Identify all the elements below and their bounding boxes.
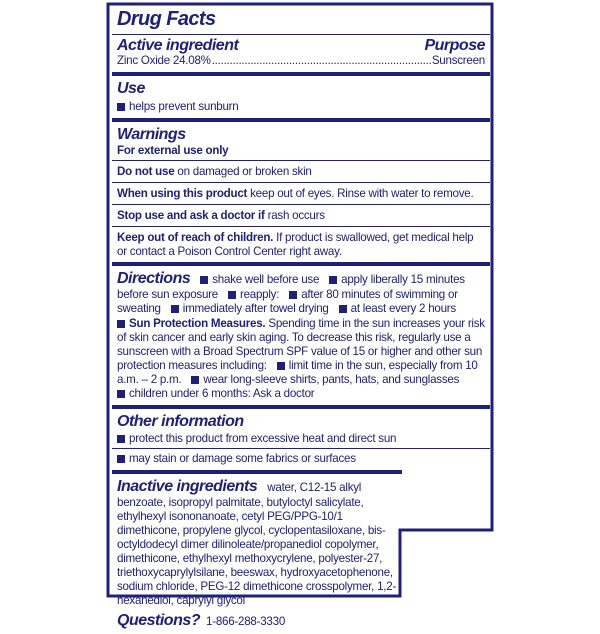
questions-phone: 1-866-288-3330 <box>206 615 286 628</box>
drug-facts-content <box>112 8 490 634</box>
direction-item: apply liberally 15 minutes before sun exposure <box>117 273 465 301</box>
active-ingredient-section <box>112 34 490 72</box>
drug-facts-header <box>112 8 490 34</box>
direction-item: after 80 minutes of swimming or sweating <box>117 288 458 315</box>
stop-use-warning: Stop use and ask a doctor if rash occurs <box>112 204 490 226</box>
bullet-square-icon <box>117 103 125 111</box>
bullet-square-icon <box>329 276 337 284</box>
bullet-square-icon <box>277 362 285 370</box>
bullet-square-icon <box>117 435 125 443</box>
bullet-square-icon <box>339 305 347 313</box>
keep-out-of-reach-warning: Keep out of reach of children. If product is swallowed, get medical help or contact a Poison Control Center right away. <box>112 226 490 262</box>
directions-heading: Directions <box>117 270 191 287</box>
warnings-section <box>112 118 490 160</box>
direction-item: at least every 2 hours <box>350 302 456 315</box>
purpose-heading: Purpose <box>424 37 485 54</box>
sun-measure-item: children under 6 months: Ask a doctor <box>129 387 315 400</box>
bullet-square-icon <box>200 276 208 284</box>
direction-item: reapply: <box>239 288 280 301</box>
other-information-heading: Other information <box>117 413 244 430</box>
purpose-value: Sunscreen <box>431 54 485 67</box>
use-item: helps prevent sunburn <box>117 100 485 114</box>
sun-measure-item: wear long-sleeve shirts, pants, hats, and sunglasses <box>203 373 460 386</box>
sun-protection-label: Sun Protection Measures. <box>129 317 266 330</box>
bullet-square-icon <box>228 291 236 299</box>
inactive-ingredients-heading: Inactive ingredients <box>117 478 258 495</box>
warnings-heading: Warnings <box>117 126 186 143</box>
questions-row <box>117 611 397 630</box>
do-not-use-warning: Do not use on damaged or broken skin <box>112 160 490 182</box>
when-using-warning: When using this product keep out of eyes. Rinse with water to remove. <box>112 182 490 204</box>
questions-heading: Questions? <box>117 612 201 629</box>
bullet-square-icon <box>117 320 125 328</box>
external-use-note: For external use only <box>117 144 229 157</box>
drug-facts-title: Drug Facts <box>117 8 216 30</box>
direction-item: immediately after towel drying <box>182 302 329 315</box>
leader-dots <box>212 54 431 68</box>
inactive-ingredients-section <box>112 470 402 634</box>
sun-measure-item: limit time in the sun, especially from 10 a.m. – 2 p.m. <box>117 359 478 386</box>
directions-section <box>112 262 490 405</box>
use-heading: Use <box>117 80 145 97</box>
active-ingredient-value: Zinc Oxide 24.08% <box>117 54 211 67</box>
bullet-square-icon <box>191 376 199 384</box>
direction-item: shake well before use <box>212 273 320 286</box>
bullet-square-icon <box>171 305 179 313</box>
use-section <box>112 72 490 118</box>
sun-protection-text: Spending time in the sun increases your risk of skin cancer and early skin aging. To decrease this risk, regularly use a sunscreen with a Broad Spectrum SPF value of 15 or higher and other sun protection measures including: <box>117 317 485 372</box>
other-info-item: protect this product from excessive heat and direct sun <box>117 432 485 446</box>
bullet-square-icon <box>117 390 125 398</box>
active-ingredient-heading: Active ingredient <box>117 37 239 54</box>
other-information-section <box>112 405 490 470</box>
bullet-square-icon <box>289 291 297 299</box>
other-info-item: may stain or damage some fabrics or surfaces <box>112 448 490 466</box>
inactive-ingredients-text: water, C12-15 alkyl benzoate, isopropyl palmitate, butyloctyl salicylate, ethylhexyl isononanoate, cetyl PEG/PPG-10/1 dimethicone, propylene glycol, cyclopentasiloxane, bis-octyldodecyl dimer dilinoleate/propanediol copolymer, dimethicone, ethylhexyl methoxycrylene, polyester-27, triethoxycaprylylsilane, beeswax, hydroxyacetophenone, sodium chloride, PEG-12 dimethicone crosspolymer, 1,2-hexanediol, caprylyl glycol <box>117 481 397 607</box>
bullet-square-icon <box>117 455 125 463</box>
